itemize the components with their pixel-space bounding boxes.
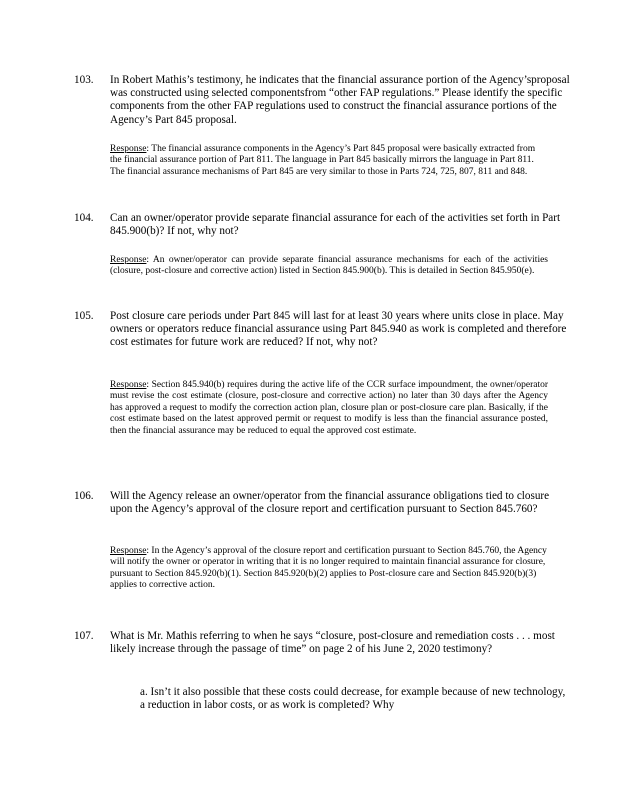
question-text: Post closure care periods under Part 845 will last for at least 30 years where units close in place. May owners or operators reduce financial assurance using Part 845.940 as work is completed and therefore cost estimates for future work are reduced? If not, why not? xyxy=(110,310,567,349)
question-text: Can an owner/operator provide separate financial assurance for each of the activities set forth in Part 845.900(b)? If not, why not? xyxy=(110,212,561,238)
response-text: : The financial assurance components in the Agency’s Part 845 proposal were basically extracted from the financial assurance portion of Part 811. The language in Part 845 basically mirrors the language in Part 811. The financial assurance mechanisms of Part 845 are very similar to those in Parts 724, 725, 807, 811 and 848. xyxy=(110,144,536,177)
question-text: Will the Agency release an owner/operator from the financial assurance obligations tied to closure upon the Agency’s approval of the closure report and certification pursuant to Section 845.760? xyxy=(110,490,550,516)
response-text: : Section 845.940(b) requires during the active life of the CCR surface impoundment, the owner/operator must revise the cost estimate (closure, post-closure and corrective action) no later than 30 days after the Agency has approved a request to modify the correction action plan, closure plan or post-closure care plan. Basically, if the cost estimate based on the latest approved permit or request to modify is less than the financial assurance posted, then the financial assurance may be reduced to equal the approved cost estimate. xyxy=(110,380,548,436)
question-number: 105. xyxy=(74,310,94,322)
question-text: What is Mr. Mathis referring to when he says “closure, post-closure and remediation costs . . . most likely increase through the passage of time” on page 2 of his June 2, 2020 testimony? xyxy=(110,630,555,656)
question-text: In Robert Mathis’s testimony, he indicates that the financial assurance portion of the Agency’sproposal was constructed using selected componentsfrom “other FAP regulations.” Please identify the specific components from the other FAP regulations used to construct the financial assurance portions of the Agency’s Part 845 proposal. xyxy=(110,74,570,126)
question-number: 106. xyxy=(74,490,94,502)
response-label: Response xyxy=(110,546,147,556)
response-text: : An owner/operator can provide separate financial assurance mechanisms for each of the activities (closure, post-closure and corrective action) listed in Section 845.900(b). This is detailed in Section 845.950(e). xyxy=(110,255,548,277)
response-paragraph xyxy=(110,380,548,437)
subquestion-text: a. Isn’t it also possible that these costs could decrease, for example because of new technology, a reduction in labor costs, or as work is completed? Why xyxy=(140,686,566,712)
response-paragraph xyxy=(110,255,548,278)
question-number: 104. xyxy=(74,212,94,224)
question-number: 107. xyxy=(74,630,94,642)
response-text: : In the Agency’s approval of the closure report and certification pursuant to Section 845.760, the Agency will notify the owner or operator in writing that it is no longer required to maintain financial assurance for closure, pursuant to Section 845.920(b)(1). Section 845.920(b)(2) applies to Post-closure care and Section 845.920(b)(3) applies to corrective action. xyxy=(110,546,547,591)
response-paragraph xyxy=(110,144,548,178)
response-paragraph xyxy=(110,546,548,592)
response-label: Response xyxy=(110,144,147,154)
question-number: 103. xyxy=(74,74,94,86)
response-label: Response xyxy=(110,255,147,265)
response-label: Response xyxy=(110,380,147,390)
